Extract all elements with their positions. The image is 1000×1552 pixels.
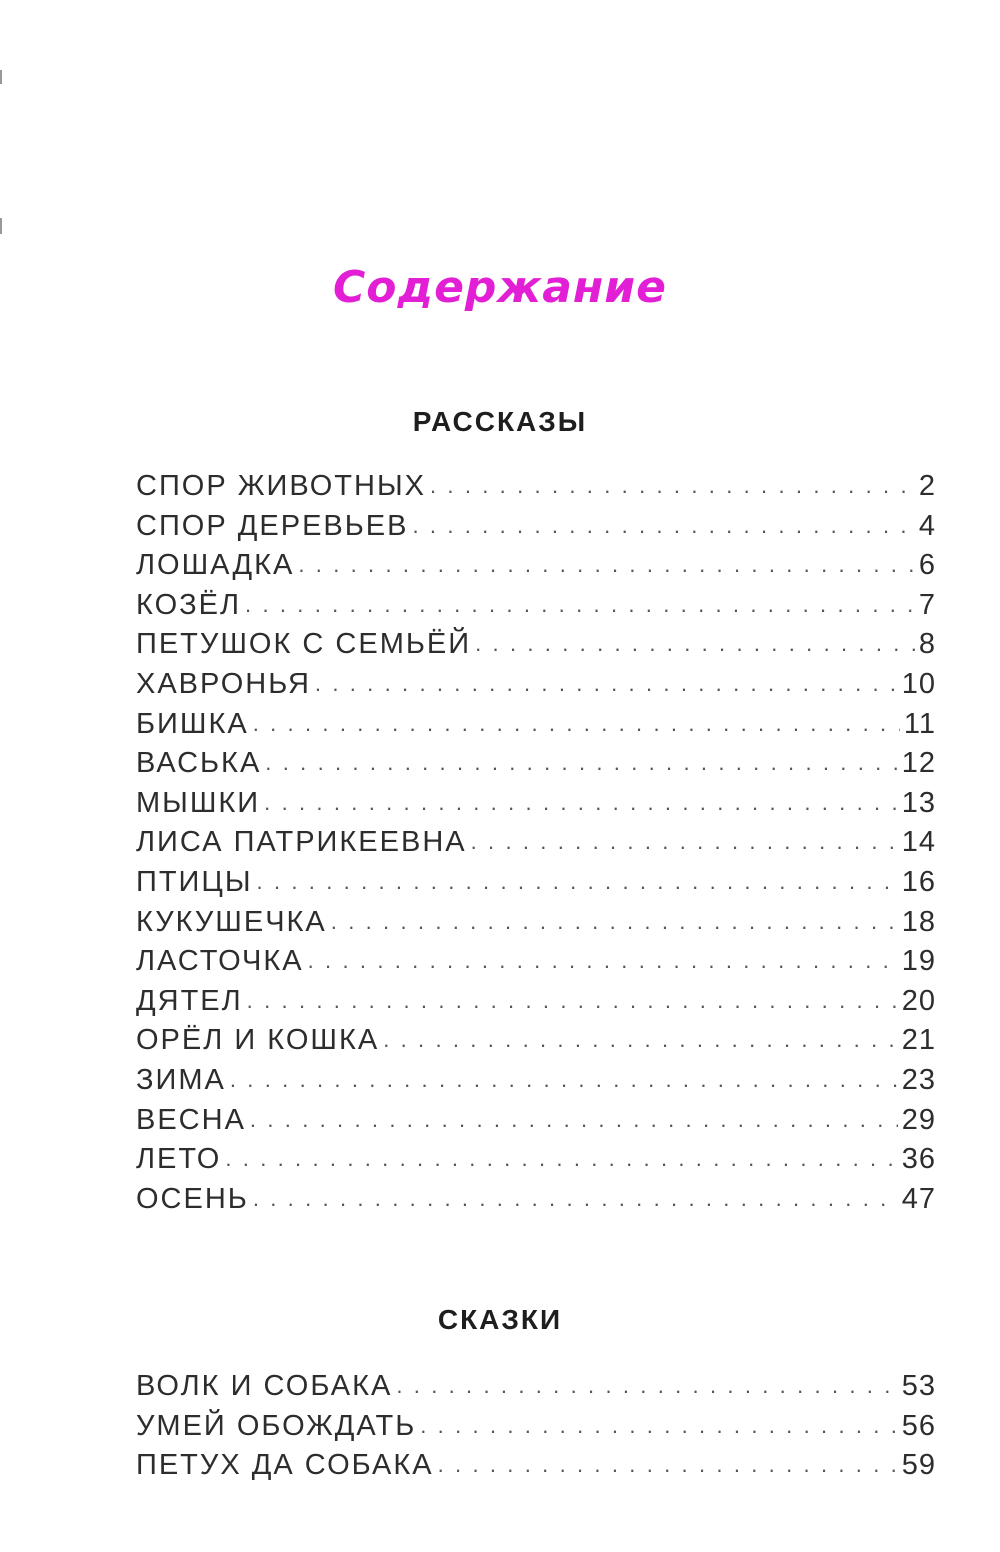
toc-entry-page-number: 8 (918, 628, 936, 661)
toc-entry (136, 1104, 936, 1144)
dot-leader (253, 1181, 898, 1214)
toc-entry (136, 1024, 936, 1064)
toc-entry (136, 1449, 936, 1489)
toc-entry-title: КОЗЁЛ (136, 588, 242, 621)
toc-entry-title: МЫШКИ (136, 786, 261, 819)
toc-entry (136, 906, 936, 946)
toc-entry (136, 589, 936, 629)
toc-entry (136, 787, 936, 827)
dot-leader (308, 943, 898, 976)
dot-leader (383, 1022, 898, 1055)
toc-entry (136, 826, 936, 866)
toc-entry-title: УМЕЙ ОБОЖДАТЬ (136, 1409, 417, 1442)
dot-leader (331, 904, 898, 937)
toc-entry-page-number: 6 (918, 549, 936, 582)
toc-entry-page-number: 36 (901, 1143, 936, 1176)
toc-entry-title: СПОР ЖИВОТНЫХ (136, 470, 426, 502)
dot-leader (225, 1141, 897, 1174)
toc-entry-page-number: 2 (918, 470, 936, 502)
toc-entry-page-number: 59 (901, 1449, 936, 1482)
page-title: Содержание (333, 262, 667, 313)
toc-entry (136, 708, 936, 748)
dot-leader (298, 547, 915, 580)
toc-entry-page-number: 7 (918, 588, 936, 621)
toc-entry (136, 470, 936, 510)
toc-entry (136, 985, 936, 1025)
dot-leader (471, 824, 898, 857)
dot-leader (475, 626, 915, 659)
toc-entry-page-number: 18 (901, 905, 936, 938)
toc-entry (136, 866, 936, 906)
toc-entry-page-number: 53 (901, 1370, 936, 1402)
toc-entry-page-number: 4 (918, 509, 936, 542)
toc-entry-page-number: 47 (901, 1182, 936, 1215)
toc-entry-title: ПЕТУХ ДА СОБАКА (136, 1449, 434, 1482)
toc-entry (136, 549, 936, 589)
toc-list-stories (136, 470, 936, 1222)
toc-entry-page-number: 21 (901, 1024, 936, 1057)
dot-leader (250, 1102, 898, 1135)
dot-leader (430, 468, 915, 501)
dot-leader (315, 666, 898, 699)
toc-entry (136, 510, 936, 550)
toc-entry (136, 747, 936, 787)
toc-entry-title: ЛИСА ПАТРИКЕЕВНА (136, 826, 467, 859)
toc-entry-page-number: 56 (901, 1409, 936, 1442)
toc-entry-title: ДЯТЕЛ (136, 984, 243, 1017)
toc-entry-page-number: 23 (901, 1063, 936, 1096)
dot-leader (420, 1408, 897, 1441)
scan-edge-mark (0, 218, 2, 234)
toc-entry-page-number: 11 (903, 707, 936, 740)
dot-leader (396, 1368, 897, 1401)
toc-entry (136, 628, 936, 668)
scan-edge-mark (0, 70, 2, 84)
toc-entry-title: ЛАСТОЧКА (136, 945, 304, 978)
toc-entry-page-number: 29 (901, 1103, 936, 1136)
toc-entry-page-number: 19 (901, 945, 936, 978)
toc-entry-title: СПОР ДЕРЕВЬЕВ (136, 509, 409, 542)
toc-entry-title: ВАСЬКА (136, 747, 262, 780)
section-heading-stories: РАССКАЗЫ (412, 406, 588, 437)
toc-entry-title: ОСЕНЬ (136, 1182, 249, 1215)
toc-entry-page-number: 14 (901, 826, 936, 859)
dot-leader (253, 706, 900, 739)
toc-list-tales (136, 1370, 936, 1489)
toc-entry-title: ВОЛК И СОБАКА (136, 1370, 393, 1402)
dot-leader (265, 745, 897, 778)
section-heading-tales: СКАЗКИ (437, 1304, 563, 1335)
dot-leader (257, 864, 898, 897)
dot-leader (245, 587, 915, 620)
toc-entry-title: КУКУШЕЧКА (136, 905, 327, 938)
toc-entry (136, 1183, 936, 1223)
toc-entry (136, 1370, 936, 1410)
toc-entry-page-number: 20 (901, 984, 936, 1017)
toc-entry-title: ВЕСНА (136, 1103, 246, 1136)
toc-entry (136, 1410, 936, 1450)
toc-entry-page-number: 13 (901, 786, 936, 819)
toc-entry-title: ХАВРОНЬЯ (136, 667, 311, 700)
toc-entry-title: ОРЁЛ И КОШКА (136, 1024, 380, 1057)
toc-entry-title: ПТИЦЫ (136, 865, 253, 898)
toc-entry-title: ЛОШАДКА (136, 549, 295, 582)
dot-leader (412, 508, 914, 541)
toc-entry (136, 945, 936, 985)
toc-entry (136, 668, 936, 708)
toc-entry-page-number: 16 (901, 865, 936, 898)
dot-leader (438, 1447, 898, 1480)
toc-entry-page-number: 12 (901, 747, 936, 780)
toc-entry (136, 1143, 936, 1183)
dot-leader (230, 1062, 898, 1095)
dot-leader (247, 983, 898, 1016)
toc-entry (136, 1064, 936, 1104)
toc-entry-title: ЗИМА (136, 1063, 226, 1096)
toc-entry-page-number: 10 (901, 667, 936, 700)
dot-leader (264, 785, 898, 818)
toc-entry-title: ПЕТУШОК С СЕМЬЁЙ (136, 628, 472, 661)
toc-entry-title: БИШКА (136, 707, 249, 740)
toc-entry-title: ЛЕТО (136, 1143, 222, 1176)
